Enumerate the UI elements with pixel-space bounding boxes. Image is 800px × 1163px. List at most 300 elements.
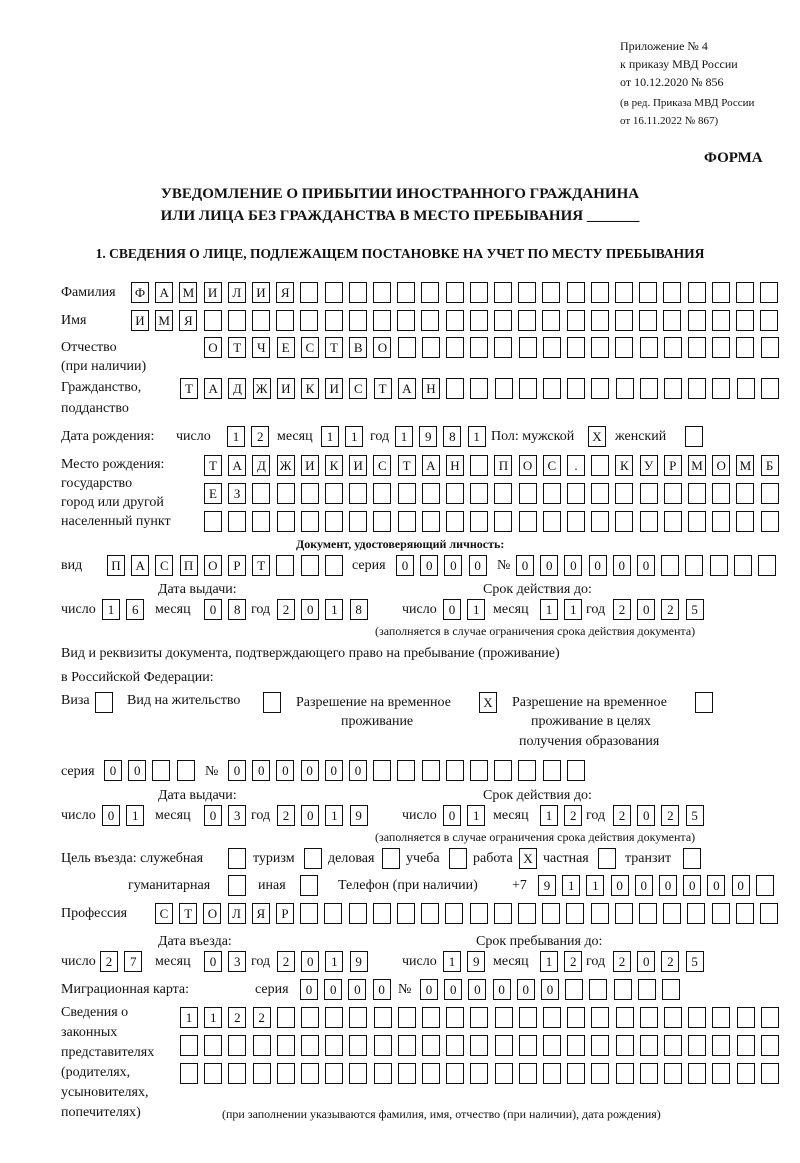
letter-cell[interactable]: С: [155, 903, 173, 924]
letter-cell[interactable]: 2: [613, 599, 631, 620]
letter-cell[interactable]: [518, 760, 536, 781]
letter-cell[interactable]: [253, 1063, 271, 1084]
letter-cell[interactable]: 8: [443, 426, 461, 447]
letter-cell[interactable]: 0: [589, 555, 607, 576]
letter-cell[interactable]: [591, 483, 609, 504]
letter-cell[interactable]: [373, 483, 391, 504]
letter-cell[interactable]: [277, 1063, 295, 1084]
letter-cell[interactable]: 1: [227, 426, 245, 447]
letter-cell[interactable]: Е: [277, 337, 295, 358]
letter-cell[interactable]: [591, 310, 609, 331]
letter-cell[interactable]: 0: [516, 555, 534, 576]
letter-cell[interactable]: [567, 511, 585, 532]
letter-cell[interactable]: 1: [102, 599, 120, 620]
letter-cell[interactable]: [304, 848, 322, 869]
letter-cell[interactable]: [470, 337, 488, 358]
letter-cell[interactable]: 0: [104, 760, 122, 781]
letter-cell[interactable]: [177, 760, 195, 781]
letter-cell[interactable]: [712, 903, 730, 924]
letter-cell[interactable]: 0: [468, 979, 486, 1000]
letter-cell[interactable]: [470, 1035, 488, 1056]
letter-cell[interactable]: [204, 310, 222, 331]
letter-cell[interactable]: [228, 310, 246, 331]
letter-cell[interactable]: О: [203, 903, 221, 924]
letter-cell[interactable]: Р: [276, 903, 294, 924]
letter-cell[interactable]: Р: [664, 455, 682, 476]
letter-cell[interactable]: [180, 1063, 198, 1084]
letter-cell[interactable]: [616, 1007, 634, 1028]
letter-cell[interactable]: [761, 378, 779, 399]
letter-cell[interactable]: [495, 1063, 513, 1084]
letter-cell[interactable]: А: [422, 455, 440, 476]
letter-cell[interactable]: Т: [180, 378, 198, 399]
letter-cell[interactable]: [422, 1007, 440, 1028]
letter-cell[interactable]: [616, 1035, 634, 1056]
letter-cell[interactable]: [640, 378, 658, 399]
letter-cell[interactable]: 2: [564, 805, 582, 826]
letter-cell[interactable]: [276, 555, 294, 576]
letter-cell[interactable]: [470, 903, 488, 924]
letter-cell[interactable]: [228, 848, 246, 869]
letter-cell[interactable]: П: [180, 555, 198, 576]
letter-cell[interactable]: [470, 455, 488, 476]
letter-cell[interactable]: [301, 1035, 319, 1056]
letter-cell[interactable]: [495, 1035, 513, 1056]
letter-cell[interactable]: [736, 310, 754, 331]
letter-cell[interactable]: 0: [128, 760, 146, 781]
letter-cell[interactable]: [736, 511, 754, 532]
letter-cell[interactable]: 1: [180, 1007, 198, 1028]
letter-cell[interactable]: [567, 483, 585, 504]
letter-cell[interactable]: [495, 378, 513, 399]
letter-cell[interactable]: [446, 1063, 464, 1084]
letter-cell[interactable]: [228, 1063, 246, 1084]
letter-cell[interactable]: [470, 483, 488, 504]
letter-cell[interactable]: [446, 760, 464, 781]
letter-cell[interactable]: 0: [204, 599, 222, 620]
letter-cell[interactable]: Ч: [252, 337, 270, 358]
letter-cell[interactable]: [615, 483, 633, 504]
letter-cell[interactable]: 9: [419, 426, 437, 447]
letter-cell[interactable]: [422, 1063, 440, 1084]
letter-cell[interactable]: [446, 1035, 464, 1056]
letter-cell[interactable]: [662, 979, 680, 1000]
letter-cell[interactable]: [761, 1035, 779, 1056]
letter-cell[interactable]: [688, 282, 706, 303]
letter-cell[interactable]: А: [131, 555, 149, 576]
letter-cell[interactable]: 0: [635, 875, 653, 896]
letter-cell[interactable]: 0: [228, 760, 246, 781]
letter-cell[interactable]: 0: [276, 760, 294, 781]
letter-cell[interactable]: 0: [540, 555, 558, 576]
letter-cell[interactable]: [446, 511, 464, 532]
letter-cell[interactable]: 0: [373, 979, 391, 1000]
letter-cell[interactable]: [228, 511, 246, 532]
letter-cell[interactable]: 0: [493, 979, 511, 1000]
letter-cell[interactable]: А: [155, 282, 173, 303]
letter-cell[interactable]: [95, 692, 113, 713]
letter-cell[interactable]: Т: [398, 455, 416, 476]
letter-cell[interactable]: 9: [538, 875, 556, 896]
letter-cell[interactable]: Я: [252, 903, 270, 924]
letter-cell[interactable]: X: [519, 848, 537, 869]
letter-cell[interactable]: [688, 310, 706, 331]
letter-cell[interactable]: [543, 337, 561, 358]
letter-cell[interactable]: [204, 1063, 222, 1084]
letter-cell[interactable]: [688, 511, 706, 532]
letter-cell[interactable]: [712, 1007, 730, 1028]
letter-cell[interactable]: [567, 282, 585, 303]
letter-cell[interactable]: [591, 337, 609, 358]
letter-cell[interactable]: [349, 483, 367, 504]
letter-cell[interactable]: И: [252, 282, 270, 303]
letter-cell[interactable]: [325, 555, 343, 576]
letter-cell[interactable]: О: [712, 455, 730, 476]
letter-cell[interactable]: 2: [277, 805, 295, 826]
letter-cell[interactable]: [349, 511, 367, 532]
letter-cell[interactable]: [397, 310, 415, 331]
letter-cell[interactable]: [736, 903, 754, 924]
letter-cell[interactable]: 0: [444, 555, 462, 576]
letter-cell[interactable]: 1: [126, 805, 144, 826]
letter-cell[interactable]: 0: [637, 555, 655, 576]
letter-cell[interactable]: [470, 1007, 488, 1028]
letter-cell[interactable]: [421, 282, 439, 303]
letter-cell[interactable]: [397, 903, 415, 924]
letter-cell[interactable]: 3: [228, 805, 246, 826]
letter-cell[interactable]: 1: [540, 805, 558, 826]
letter-cell[interactable]: [449, 848, 467, 869]
letter-cell[interactable]: [349, 1063, 367, 1084]
letter-cell[interactable]: [661, 555, 679, 576]
letter-cell[interactable]: [567, 1063, 585, 1084]
letter-cell[interactable]: [301, 1063, 319, 1084]
letter-cell[interactable]: [712, 1035, 730, 1056]
letter-cell[interactable]: 1: [562, 875, 580, 896]
letter-cell[interactable]: И: [301, 455, 319, 476]
letter-cell[interactable]: 5: [686, 599, 704, 620]
letter-cell[interactable]: [687, 903, 705, 924]
letter-cell[interactable]: [542, 282, 560, 303]
letter-cell[interactable]: [252, 511, 270, 532]
letter-cell[interactable]: 0: [517, 979, 535, 1000]
letter-cell[interactable]: Ж: [253, 378, 271, 399]
letter-cell[interactable]: [349, 903, 367, 924]
letter-cell[interactable]: М: [179, 282, 197, 303]
letter-cell[interactable]: О: [204, 555, 222, 576]
letter-cell[interactable]: В: [349, 337, 367, 358]
letter-cell[interactable]: [421, 903, 439, 924]
letter-cell[interactable]: [761, 1007, 779, 1028]
letter-cell[interactable]: [398, 1063, 416, 1084]
letter-cell[interactable]: 1: [443, 951, 461, 972]
letter-cell[interactable]: [519, 1035, 537, 1056]
letter-cell[interactable]: [325, 483, 343, 504]
letter-cell[interactable]: И: [277, 378, 295, 399]
letter-cell[interactable]: [664, 337, 682, 358]
letter-cell[interactable]: [470, 511, 488, 532]
letter-cell[interactable]: Т: [325, 337, 343, 358]
letter-cell[interactable]: [301, 511, 319, 532]
letter-cell[interactable]: [736, 337, 754, 358]
letter-cell[interactable]: 8: [350, 599, 368, 620]
letter-cell[interactable]: [542, 903, 560, 924]
letter-cell[interactable]: И: [349, 455, 367, 476]
letter-cell[interactable]: [615, 511, 633, 532]
letter-cell[interactable]: 2: [253, 1007, 271, 1028]
letter-cell[interactable]: [349, 1035, 367, 1056]
letter-cell[interactable]: [543, 511, 561, 532]
letter-cell[interactable]: [543, 1063, 561, 1084]
letter-cell[interactable]: Ф: [131, 282, 149, 303]
letter-cell[interactable]: 0: [469, 555, 487, 576]
letter-cell[interactable]: 2: [228, 1007, 246, 1028]
letter-cell[interactable]: [688, 1007, 706, 1028]
letter-cell[interactable]: [519, 378, 537, 399]
letter-cell[interactable]: [253, 1035, 271, 1056]
letter-cell[interactable]: [640, 511, 658, 532]
letter-cell[interactable]: 6: [126, 599, 144, 620]
letter-cell[interactable]: [761, 337, 779, 358]
letter-cell[interactable]: 0: [252, 760, 270, 781]
letter-cell[interactable]: Я: [179, 310, 197, 331]
letter-cell[interactable]: [422, 511, 440, 532]
letter-cell[interactable]: М: [736, 455, 754, 476]
letter-cell[interactable]: [301, 555, 319, 576]
letter-cell[interactable]: О: [204, 337, 222, 358]
letter-cell[interactable]: [445, 903, 463, 924]
letter-cell[interactable]: [615, 310, 633, 331]
letter-cell[interactable]: [277, 511, 295, 532]
letter-cell[interactable]: [591, 282, 609, 303]
letter-cell[interactable]: [301, 1007, 319, 1028]
letter-cell[interactable]: [228, 875, 246, 896]
letter-cell[interactable]: 0: [102, 805, 120, 826]
letter-cell[interactable]: 1: [467, 599, 485, 620]
letter-cell[interactable]: [398, 337, 416, 358]
letter-cell[interactable]: [616, 378, 634, 399]
letter-cell[interactable]: [373, 903, 391, 924]
letter-cell[interactable]: [422, 760, 440, 781]
letter-cell[interactable]: 2: [661, 599, 679, 620]
letter-cell[interactable]: 0: [420, 979, 438, 1000]
letter-cell[interactable]: .: [567, 455, 585, 476]
letter-cell[interactable]: К: [325, 455, 343, 476]
letter-cell[interactable]: [373, 282, 391, 303]
letter-cell[interactable]: [300, 903, 318, 924]
letter-cell[interactable]: 7: [124, 951, 142, 972]
letter-cell[interactable]: [446, 310, 464, 331]
letter-cell[interactable]: [543, 1007, 561, 1028]
letter-cell[interactable]: [470, 760, 488, 781]
letter-cell[interactable]: [374, 1007, 392, 1028]
letter-cell[interactable]: 2: [564, 951, 582, 972]
letter-cell[interactable]: [398, 1007, 416, 1028]
letter-cell[interactable]: 2: [277, 951, 295, 972]
letter-cell[interactable]: [712, 1063, 730, 1084]
letter-cell[interactable]: [543, 760, 561, 781]
letter-cell[interactable]: [446, 378, 464, 399]
letter-cell[interactable]: [710, 555, 728, 576]
letter-cell[interactable]: [325, 310, 343, 331]
letter-cell[interactable]: 0: [396, 555, 414, 576]
letter-cell[interactable]: [736, 483, 754, 504]
letter-cell[interactable]: 2: [100, 951, 118, 972]
letter-cell[interactable]: [446, 337, 464, 358]
letter-cell[interactable]: [494, 282, 512, 303]
letter-cell[interactable]: [252, 310, 270, 331]
letter-cell[interactable]: [615, 903, 633, 924]
letter-cell[interactable]: Л: [228, 903, 246, 924]
letter-cell[interactable]: 1: [564, 599, 582, 620]
letter-cell[interactable]: [518, 310, 536, 331]
letter-cell[interactable]: С: [155, 555, 173, 576]
letter-cell[interactable]: [761, 483, 779, 504]
letter-cell[interactable]: И: [325, 378, 343, 399]
letter-cell[interactable]: [349, 310, 367, 331]
letter-cell[interactable]: 0: [204, 951, 222, 972]
letter-cell[interactable]: [349, 1007, 367, 1028]
letter-cell[interactable]: 1: [204, 1007, 222, 1028]
letter-cell[interactable]: [663, 903, 681, 924]
letter-cell[interactable]: [397, 760, 415, 781]
letter-cell[interactable]: X: [479, 692, 497, 713]
letter-cell[interactable]: [712, 511, 730, 532]
letter-cell[interactable]: [349, 282, 367, 303]
letter-cell[interactable]: [470, 378, 488, 399]
letter-cell[interactable]: 2: [613, 805, 631, 826]
letter-cell[interactable]: [589, 979, 607, 1000]
letter-cell[interactable]: 1: [540, 951, 558, 972]
letter-cell[interactable]: [470, 310, 488, 331]
letter-cell[interactable]: [373, 511, 391, 532]
letter-cell[interactable]: [519, 1007, 537, 1028]
letter-cell[interactable]: [398, 511, 416, 532]
letter-cell[interactable]: Я: [276, 282, 294, 303]
letter-cell[interactable]: [598, 848, 616, 869]
letter-cell[interactable]: 9: [350, 951, 368, 972]
letter-cell[interactable]: [325, 1007, 343, 1028]
letter-cell[interactable]: 0: [683, 875, 701, 896]
letter-cell[interactable]: [640, 337, 658, 358]
letter-cell[interactable]: [591, 455, 609, 476]
letter-cell[interactable]: [446, 483, 464, 504]
letter-cell[interactable]: [252, 483, 270, 504]
letter-cell[interactable]: Ж: [277, 455, 295, 476]
letter-cell[interactable]: [567, 337, 585, 358]
letter-cell[interactable]: [519, 511, 537, 532]
letter-cell[interactable]: [760, 310, 778, 331]
letter-cell[interactable]: 0: [443, 805, 461, 826]
letter-cell[interactable]: [688, 1063, 706, 1084]
letter-cell[interactable]: [736, 282, 754, 303]
letter-cell[interactable]: [614, 979, 632, 1000]
letter-cell[interactable]: [325, 1063, 343, 1084]
letter-cell[interactable]: 0: [637, 951, 655, 972]
letter-cell[interactable]: 0: [637, 805, 655, 826]
letter-cell[interactable]: [567, 310, 585, 331]
letter-cell[interactable]: П: [494, 455, 512, 476]
letter-cell[interactable]: [591, 903, 609, 924]
letter-cell[interactable]: [756, 875, 774, 896]
letter-cell[interactable]: [494, 483, 512, 504]
letter-cell[interactable]: [277, 1035, 295, 1056]
letter-cell[interactable]: 1: [395, 426, 413, 447]
letter-cell[interactable]: [591, 378, 609, 399]
letter-cell[interactable]: 0: [541, 979, 559, 1000]
letter-cell[interactable]: [519, 1063, 537, 1084]
letter-cell[interactable]: П: [107, 555, 125, 576]
letter-cell[interactable]: [565, 979, 583, 1000]
letter-cell[interactable]: К: [615, 455, 633, 476]
letter-cell[interactable]: [712, 378, 730, 399]
letter-cell[interactable]: [495, 1007, 513, 1028]
letter-cell[interactable]: [228, 1035, 246, 1056]
letter-cell[interactable]: [422, 337, 440, 358]
letter-cell[interactable]: [663, 282, 681, 303]
letter-cell[interactable]: 0: [611, 875, 629, 896]
letter-cell[interactable]: [664, 1007, 682, 1028]
letter-cell[interactable]: [382, 848, 400, 869]
letter-cell[interactable]: 0: [301, 951, 319, 972]
letter-cell[interactable]: У: [640, 455, 658, 476]
letter-cell[interactable]: 0: [732, 875, 750, 896]
letter-cell[interactable]: Т: [252, 555, 270, 576]
letter-cell[interactable]: [761, 511, 779, 532]
letter-cell[interactable]: С: [301, 337, 319, 358]
letter-cell[interactable]: [567, 760, 585, 781]
letter-cell[interactable]: 1: [325, 805, 343, 826]
letter-cell[interactable]: [263, 692, 281, 713]
letter-cell[interactable]: 0: [443, 599, 461, 620]
letter-cell[interactable]: 0: [301, 760, 319, 781]
letter-cell[interactable]: Н: [422, 378, 440, 399]
letter-cell[interactable]: И: [131, 310, 149, 331]
letter-cell[interactable]: [640, 483, 658, 504]
letter-cell[interactable]: [397, 282, 415, 303]
letter-cell[interactable]: [373, 310, 391, 331]
letter-cell[interactable]: [664, 483, 682, 504]
letter-cell[interactable]: [688, 483, 706, 504]
letter-cell[interactable]: 1: [325, 599, 343, 620]
letter-cell[interactable]: [519, 337, 537, 358]
letter-cell[interactable]: [324, 903, 342, 924]
letter-cell[interactable]: [180, 1035, 198, 1056]
letter-cell[interactable]: [712, 310, 730, 331]
letter-cell[interactable]: 2: [613, 951, 631, 972]
letter-cell[interactable]: 9: [350, 805, 368, 826]
letter-cell[interactable]: [470, 282, 488, 303]
letter-cell[interactable]: [685, 555, 703, 576]
letter-cell[interactable]: 1: [586, 875, 604, 896]
letter-cell[interactable]: [734, 555, 752, 576]
letter-cell[interactable]: [519, 483, 537, 504]
letter-cell[interactable]: [712, 483, 730, 504]
letter-cell[interactable]: [542, 310, 560, 331]
letter-cell[interactable]: 0: [707, 875, 725, 896]
letter-cell[interactable]: 1: [540, 599, 558, 620]
letter-cell[interactable]: [422, 483, 440, 504]
letter-cell[interactable]: М: [688, 455, 706, 476]
letter-cell[interactable]: [422, 1035, 440, 1056]
letter-cell[interactable]: [615, 337, 633, 358]
letter-cell[interactable]: [543, 483, 561, 504]
letter-cell[interactable]: [300, 310, 318, 331]
letter-cell[interactable]: [494, 511, 512, 532]
letter-cell[interactable]: [737, 378, 755, 399]
letter-cell[interactable]: [664, 1035, 682, 1056]
letter-cell[interactable]: Т: [228, 337, 246, 358]
